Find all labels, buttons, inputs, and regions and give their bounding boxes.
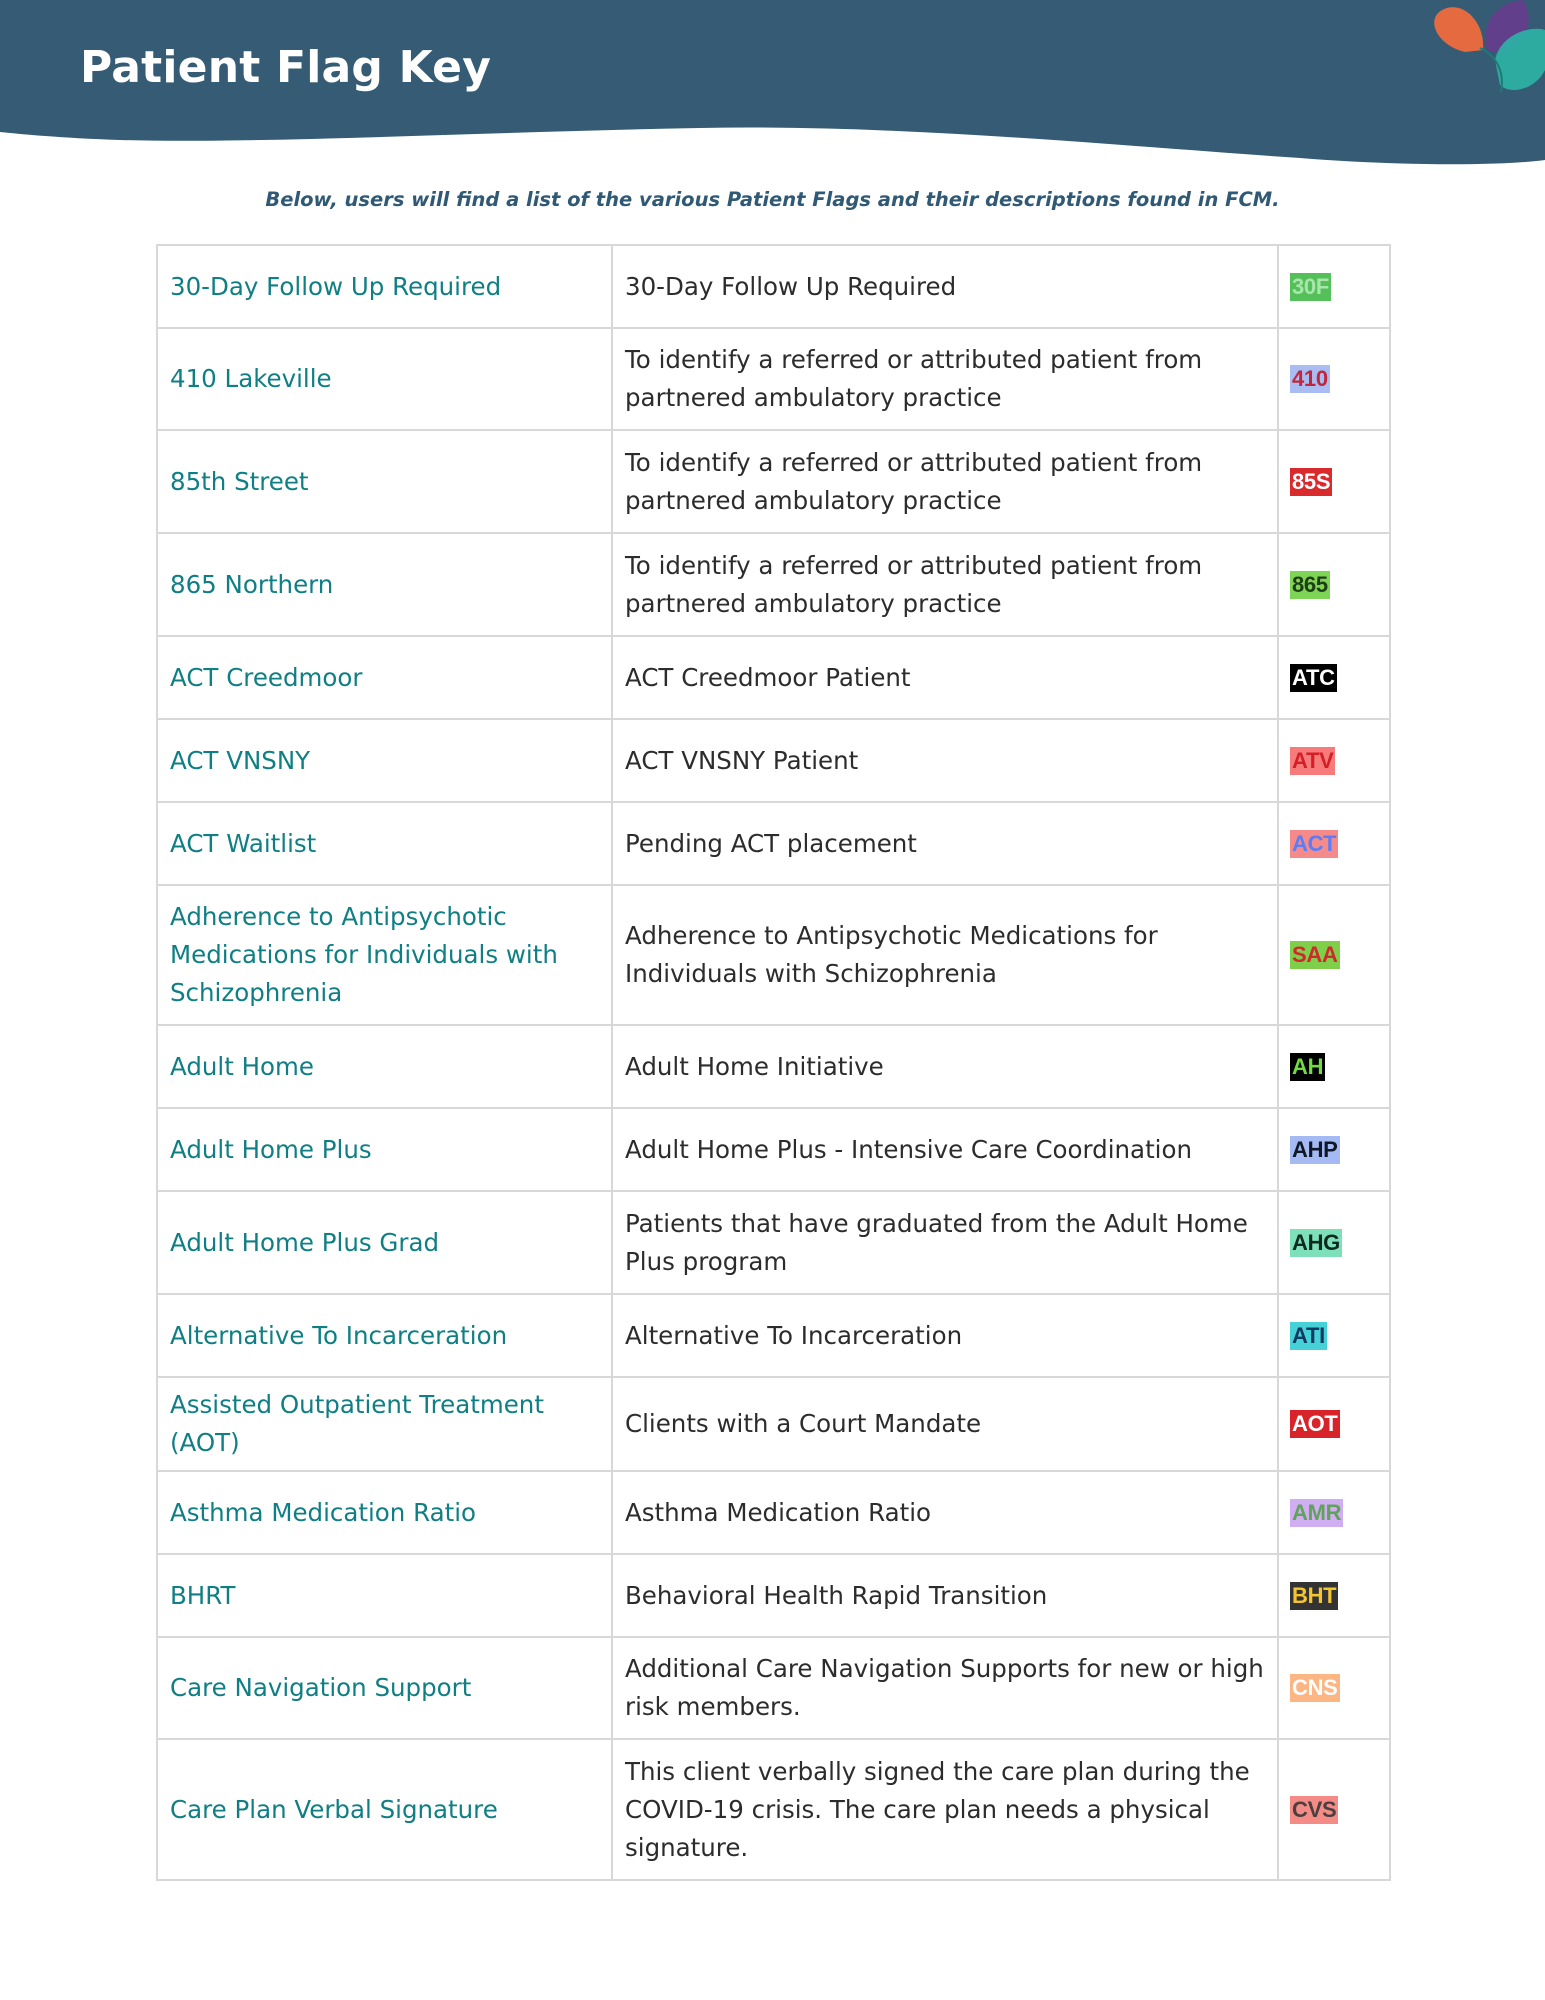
flag-badge-icon: 30F xyxy=(1292,273,1330,299)
flag-description: Asthma Medication Ratio xyxy=(612,1471,1278,1554)
flag-badge-icon: 85S xyxy=(1292,468,1331,494)
flag-description: To identify a referred or attributed patient from partnered ambulatory practice xyxy=(612,430,1278,533)
table-row xyxy=(157,1377,1390,1471)
flag-icon-cell xyxy=(1278,1108,1390,1191)
table-row xyxy=(157,430,1390,533)
flag-icon-cell xyxy=(1278,1025,1390,1108)
flag-description: 30-Day Follow Up Required xyxy=(612,245,1278,328)
flag-icon-cell xyxy=(1278,636,1390,719)
flag-badge-icon: BHT xyxy=(1292,1582,1337,1608)
table-row xyxy=(157,1554,1390,1637)
flag-badge-icon: AHG xyxy=(1292,1229,1340,1255)
table-row xyxy=(157,636,1390,719)
table-row xyxy=(157,328,1390,430)
flag-name: Assisted Outpatient Treatment (AOT) xyxy=(157,1377,612,1471)
flag-badge-icon: AOT xyxy=(1292,1411,1338,1436)
flag-name: ACT Waitlist xyxy=(157,802,612,885)
table-row xyxy=(157,1294,1390,1377)
flag-description: Adult Home Plus - Intensive Care Coordination xyxy=(612,1108,1278,1191)
flag-icon-cell xyxy=(1278,1554,1390,1637)
flag-description: ACT VNSNY Patient xyxy=(612,719,1278,802)
flag-description: Clients with a Court Mandate xyxy=(612,1377,1278,1471)
flag-icon-cell xyxy=(1278,1294,1390,1377)
flag-badge-icon: AHP xyxy=(1292,1136,1338,1162)
flag-icon-cell xyxy=(1278,430,1390,533)
flag-description: Adherence to Antipsychotic Medications for Individuals with Schizophrenia xyxy=(612,885,1278,1025)
flag-description: To identify a referred or attributed patient from partnered ambulatory practice xyxy=(612,328,1278,430)
flag-badge-icon: 865 xyxy=(1292,571,1328,597)
flag-badge-icon: 410 xyxy=(1292,366,1328,391)
patient-flag-table xyxy=(156,244,1391,1881)
flag-badge-icon: ATI xyxy=(1292,1322,1325,1348)
table-row xyxy=(157,533,1390,636)
flag-name: Care Navigation Support xyxy=(157,1637,612,1739)
flag-icon-cell xyxy=(1278,533,1390,636)
flag-badge-icon: SAA xyxy=(1292,942,1338,967)
flag-name: Adherence to Antipsychotic Medications for Individuals with Schizophrenia xyxy=(157,885,612,1025)
intro-text: Below, users will find a list of the various Patient Flags and their descriptions found in FCM. xyxy=(265,188,1280,211)
flag-description: Pending ACT placement xyxy=(612,802,1278,885)
table-row xyxy=(157,719,1390,802)
flag-icon-cell xyxy=(1278,802,1390,885)
flag-badge-icon: AMR xyxy=(1292,1499,1342,1525)
flag-icon-cell xyxy=(1278,1191,1390,1294)
flag-icon-cell xyxy=(1278,245,1390,328)
flag-description: Alternative To Incarceration xyxy=(612,1294,1278,1377)
flag-icon-cell xyxy=(1278,1471,1390,1554)
table-row xyxy=(157,1191,1390,1294)
table-row xyxy=(157,802,1390,885)
flag-name: 30-Day Follow Up Required xyxy=(157,245,612,328)
flag-name: 865 Northern xyxy=(157,533,612,636)
flag-badge-icon: AH xyxy=(1292,1053,1324,1079)
flag-icon-cell xyxy=(1278,328,1390,430)
table-row xyxy=(157,245,1390,328)
flag-name: Care Plan Verbal Signature xyxy=(157,1739,612,1880)
page-title: Patient Flag Key xyxy=(80,42,492,93)
table-row xyxy=(157,885,1390,1025)
flag-description: Adult Home Initiative xyxy=(612,1025,1278,1108)
flag-badge-icon: ACT xyxy=(1292,830,1337,856)
table-row xyxy=(157,1108,1390,1191)
flag-icon-cell xyxy=(1278,1739,1390,1880)
table-row xyxy=(157,1637,1390,1739)
flag-badge-icon: CNS xyxy=(1292,1675,1338,1700)
flag-name: BHRT xyxy=(157,1554,612,1637)
flag-description: ACT Creedmoor Patient xyxy=(612,636,1278,719)
flag-icon-cell xyxy=(1278,885,1390,1025)
flag-badge-icon: ATC xyxy=(1292,664,1335,690)
flag-description: Patients that have graduated from the Adult Home Plus program xyxy=(612,1191,1278,1294)
flag-name: Alternative To Incarceration xyxy=(157,1294,612,1377)
flag-name: Adult Home xyxy=(157,1025,612,1108)
flag-name: Adult Home Plus xyxy=(157,1108,612,1191)
flag-name: ACT Creedmoor xyxy=(157,636,612,719)
flag-icon-cell xyxy=(1278,719,1390,802)
table-row xyxy=(157,1739,1390,1880)
flag-description: To identify a referred or attributed patient from partnered ambulatory practice xyxy=(612,533,1278,636)
flag-badge-icon: CVS xyxy=(1292,1796,1337,1822)
flag-description: Behavioral Health Rapid Transition xyxy=(612,1554,1278,1637)
flag-name: Adult Home Plus Grad xyxy=(157,1191,612,1294)
flag-badge-icon: ATV xyxy=(1292,747,1334,773)
flag-description: Additional Care Navigation Supports for new or high risk members. xyxy=(612,1637,1278,1739)
flag-name: 410 Lakeville xyxy=(157,328,612,430)
flag-name: ACT VNSNY xyxy=(157,719,612,802)
flag-icon-cell xyxy=(1278,1377,1390,1471)
table-row xyxy=(157,1471,1390,1554)
leaf-logo-decoration xyxy=(1405,0,1545,110)
flag-name: Asthma Medication Ratio xyxy=(157,1471,612,1554)
table-row xyxy=(157,1025,1390,1108)
flag-name: 85th Street xyxy=(157,430,612,533)
flag-description: This client verbally signed the care plan during the COVID-19 crisis. The care plan needs a physical signature. xyxy=(612,1739,1278,1880)
flag-icon-cell xyxy=(1278,1637,1390,1739)
